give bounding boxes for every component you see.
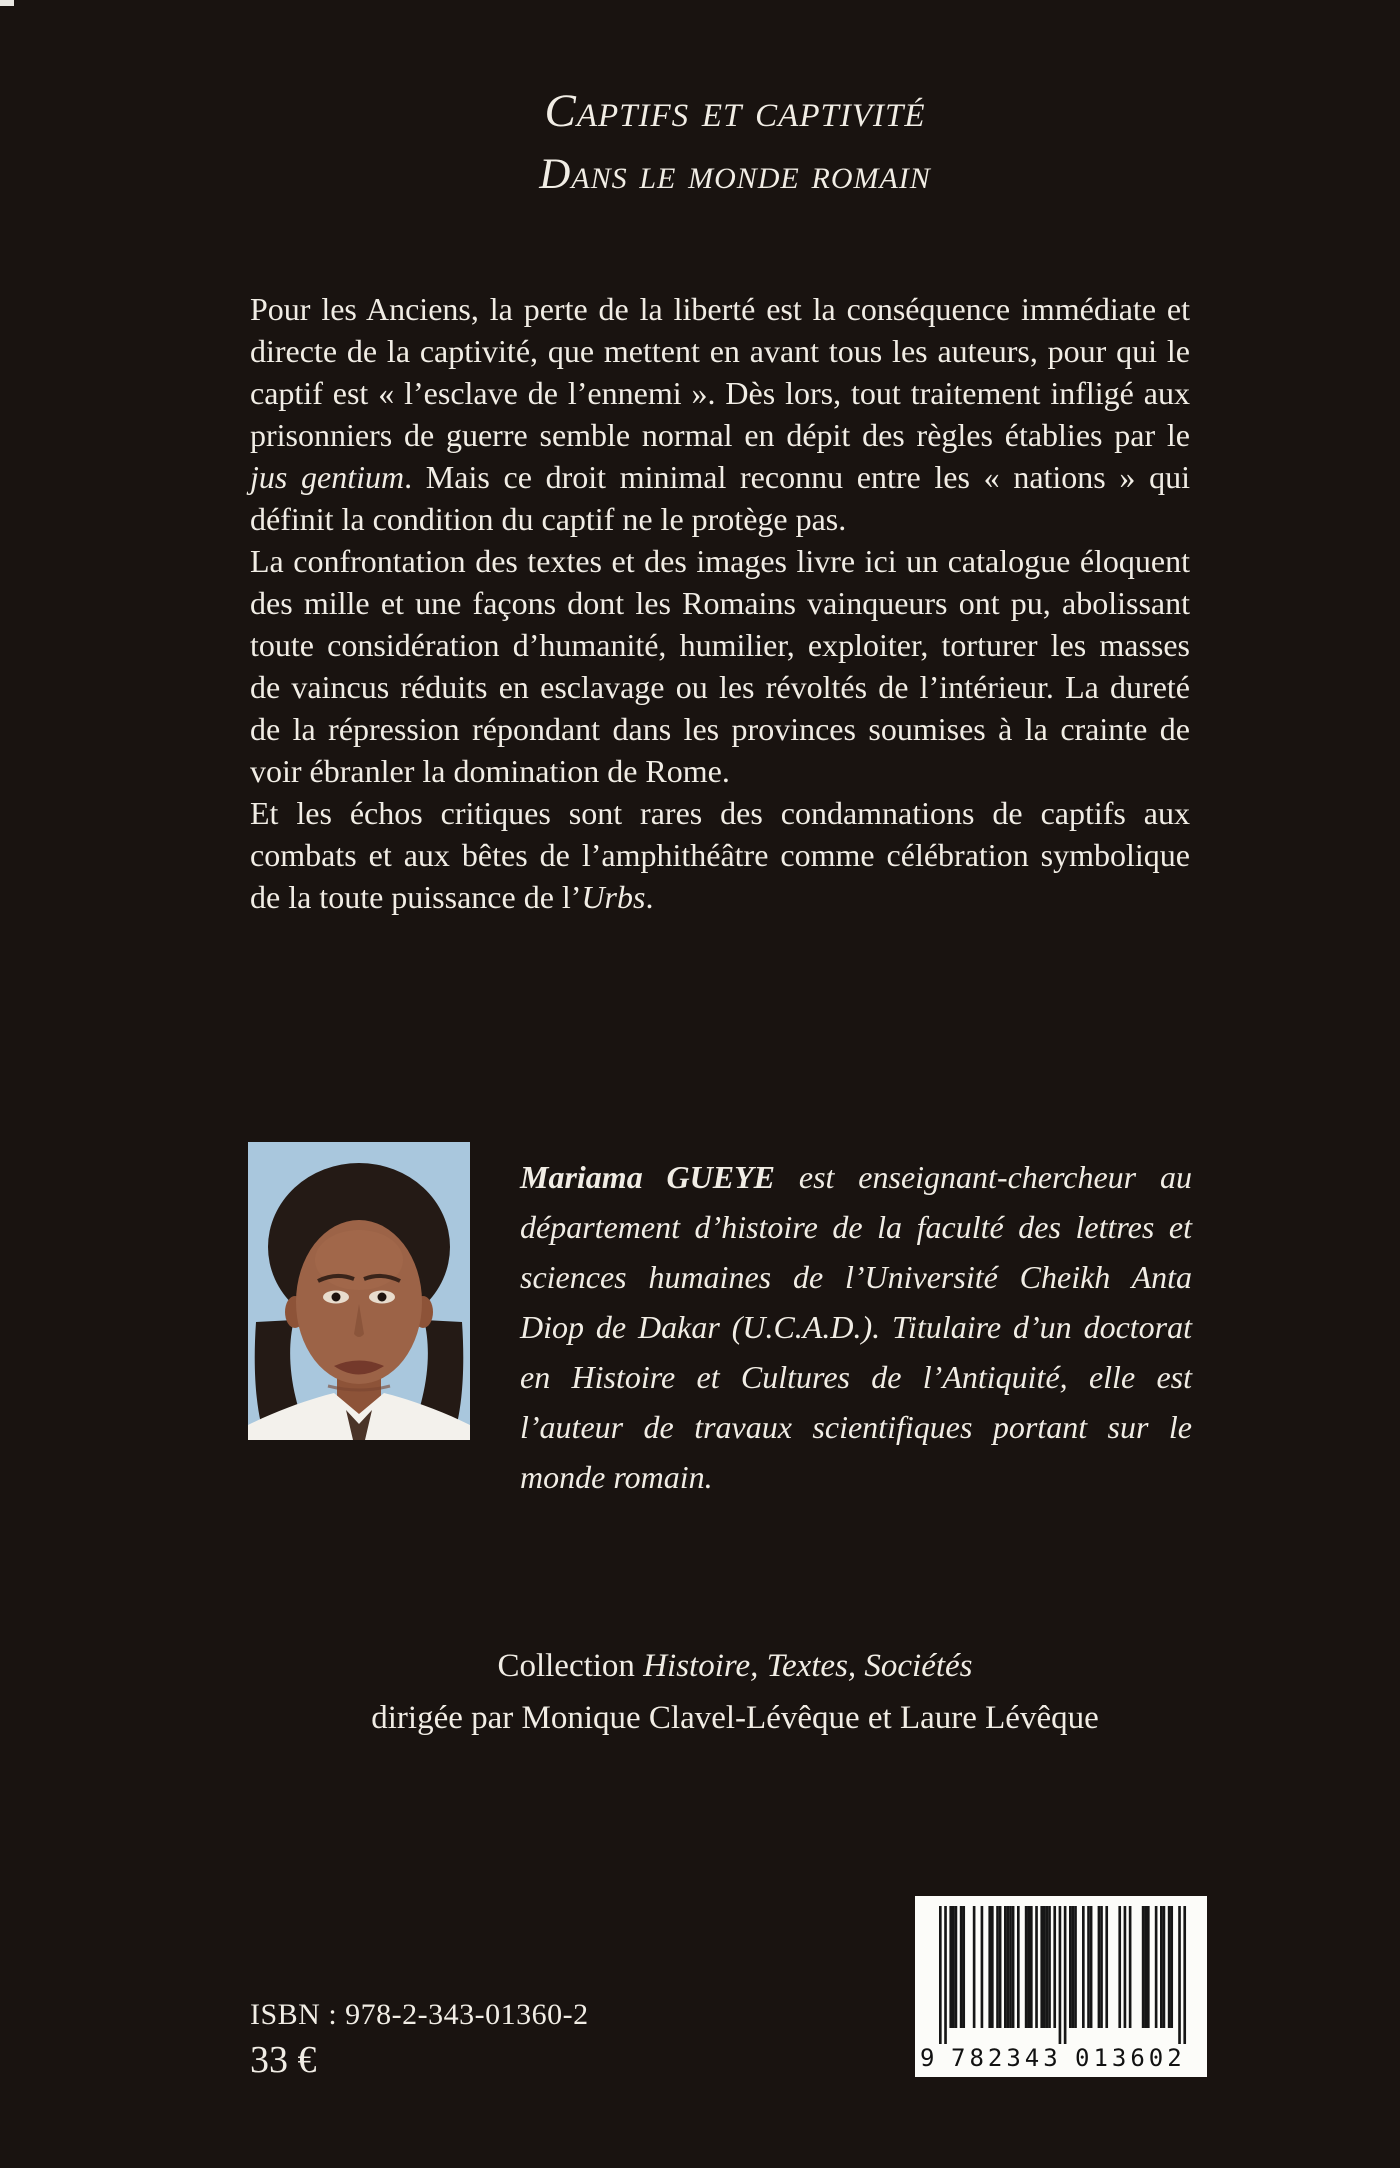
isbn-text: ISBN : 978-2-343-01360-2 bbox=[250, 1998, 589, 2031]
collection-block bbox=[215, 1640, 1255, 1744]
synopsis-paragraph-1: Pour les Anciens, la perte de la liberté est la conséquence immédiate et directe de la captivité, que mettent en avant tous les auteurs, pour qui le captif est « l’esclave de l’ennemi ». Dès lors, tout traitement infligé aux prisonniers de guerre semble normal en dépit des règles établies par le jus gentium. Mais ce droit minimal reconnu entre les « nations » qui définit la condition du captif ne le protège pas. bbox=[250, 291, 1191, 537]
author-photo bbox=[248, 1142, 470, 1440]
barcode-bars bbox=[915, 1906, 1207, 2046]
title-block bbox=[225, 86, 1245, 198]
barcode-digit-group-2: 782343 bbox=[951, 2044, 1062, 2072]
synopsis bbox=[250, 288, 1190, 918]
scan-artifact bbox=[0, 0, 14, 6]
collection-line2: dirigée par Monique Clavel-Lévêque et Laure Lévêque bbox=[371, 1700, 1099, 1736]
collection-line1: Collection Histoire, Textes, Sociétés bbox=[497, 1648, 973, 1684]
author-portrait-image bbox=[248, 1142, 470, 1440]
synopsis-paragraph-2: La confrontation des textes et des images livre ici un catalogue éloquent des mille et une façons dont les Romains vainqueurs ont pu, abolissant toute considération d’humanité, humilier, exploiter, torturer les masses de vaincus réduits en esclavage ou les révoltés de l’intérieur. La dureté de la répression répondant dans les provinces soumises à la crainte de voir ébranler la domination de Rome. bbox=[250, 543, 1190, 789]
synopsis-paragraph-3: Et les échos critiques sont rares des condamnations de captifs aux combats et aux bêtes de l’amphithéâtre comme célébration symbolique de la toute puissance de l’Urbs. bbox=[250, 795, 1190, 915]
book-title-line1: Captifs et captivité bbox=[544, 85, 926, 137]
author-bio: Mariama GUEYE est enseignant-chercheur au département d’histoire de la faculté des lettres et sciences humaines de l’Université Cheikh Anta Diop de Dakar (U.C.A.D.). Titulaire d’un doctorat en Histoire et Cultures de l’Antiquité, elle est l’auteur de travaux scientifiques portant sur le monde romain. bbox=[520, 1159, 1193, 1495]
barcode-digit-group-1: 9 bbox=[920, 2044, 935, 2072]
barcode-digit-group-3: 013602 bbox=[1075, 2044, 1186, 2072]
price-text: 33 € bbox=[250, 2039, 317, 2081]
barcode bbox=[915, 1896, 1207, 2077]
book-title-line2: Dans le monde romain bbox=[539, 150, 931, 198]
